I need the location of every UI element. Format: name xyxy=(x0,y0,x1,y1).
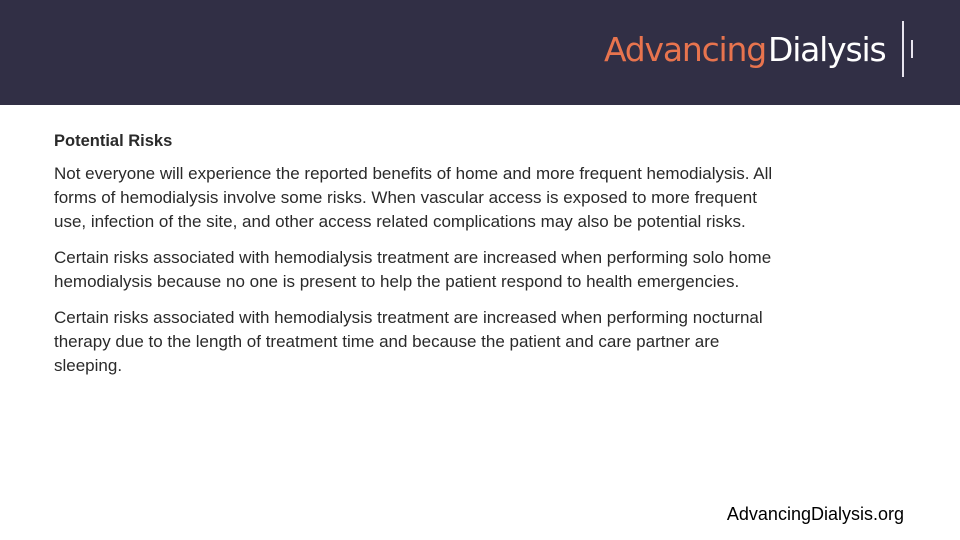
slide-content xyxy=(54,129,774,390)
advancing-dialysis-logo xyxy=(604,21,885,77)
header-band xyxy=(0,0,960,105)
paragraph-benefits-risks: Not everyone will experience the reported benefits of home and more frequent hemodialysis. All forms of hemodialysis involve some risks. When vascular access is exposed to more frequent use, infection of the site, and other access related complications may also be potential risks. xyxy=(54,164,773,231)
section-heading: Potential Risks xyxy=(54,132,173,150)
website-link[interactable]: AdvancingDialysis.org xyxy=(726,504,904,524)
logo-bars-icon xyxy=(902,21,916,77)
logo-advancing-text: Advancing xyxy=(604,29,766,69)
paragraph-nocturnal-risks: Certain risks associated with hemodialysis treatment are increased when performing nocturnal therapy due to the length of treatment time and because the patient and care partner are sleeping. xyxy=(54,308,763,375)
logo-bar-short xyxy=(911,40,913,58)
logo-dialysis-text: Dialysis xyxy=(767,29,886,69)
paragraph-solo-home-risks: Certain risks associated with hemodialysis treatment are increased when performing solo home hemodialysis because no one is present to help the patient respond to health emergencies. xyxy=(54,248,772,291)
logo-bar-long xyxy=(902,21,904,77)
